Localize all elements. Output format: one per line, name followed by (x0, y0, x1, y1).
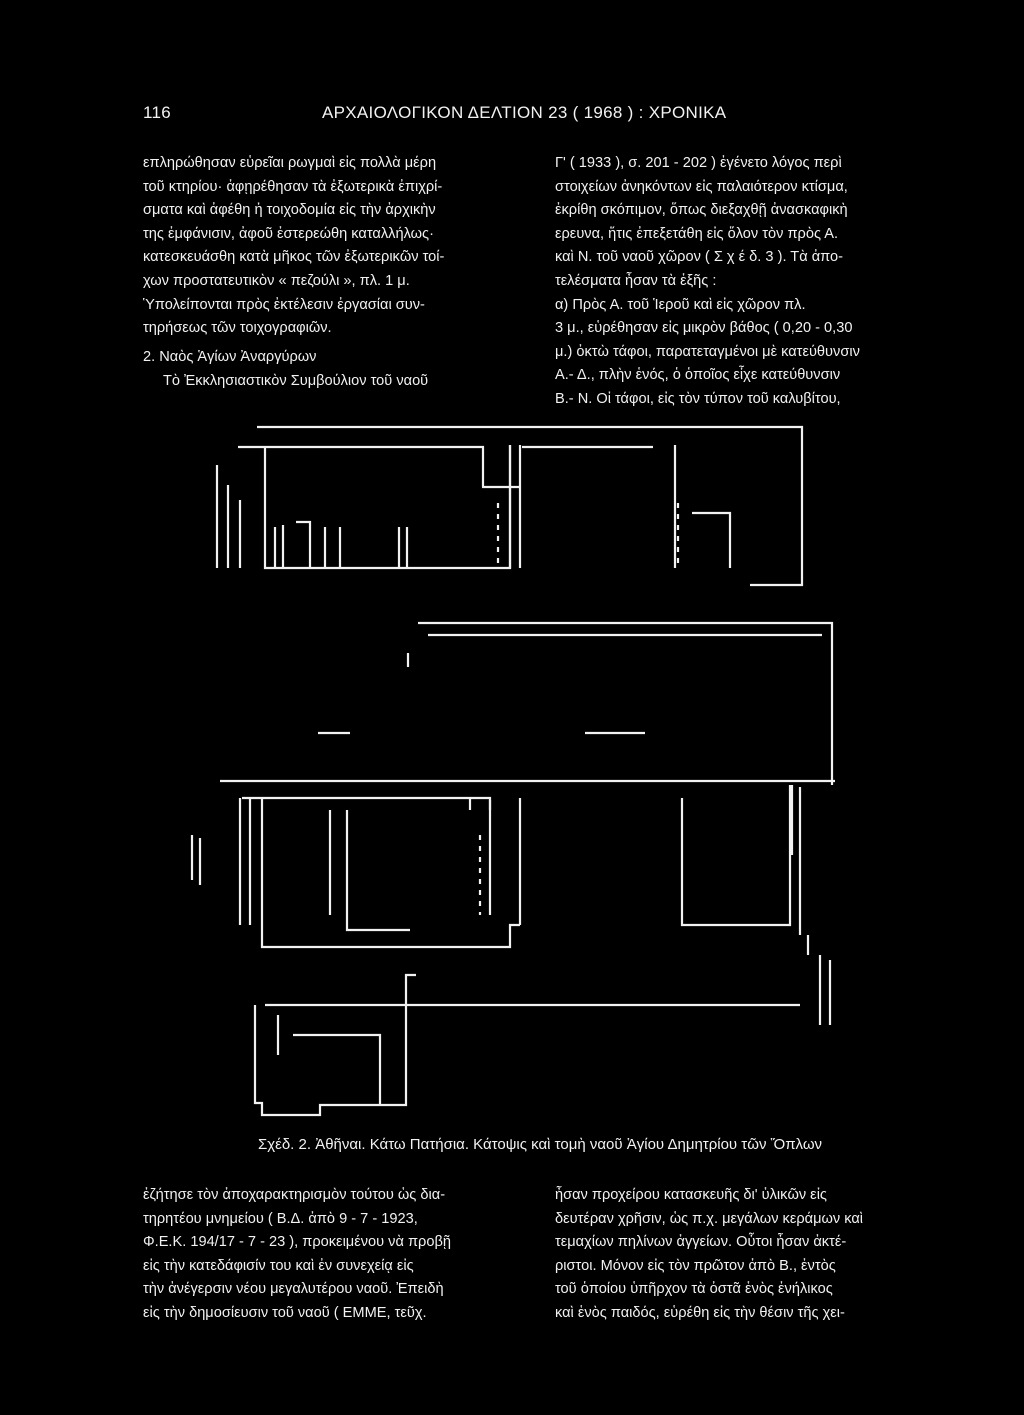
plan-pier (192, 835, 200, 885)
plan-and-section-svg (180, 415, 860, 1125)
text-line: Α.- Δ., πλὴν ἑνός, ὁ ὁποῖος εἶχε κατεύθυνσιν (555, 367, 841, 384)
section-roofline (238, 447, 653, 487)
text-line: εἰς τὴν κατεδάφισίν του καὶ ἐν συνεχείᾳ εἰς (143, 1257, 414, 1274)
section-wall (265, 445, 510, 568)
text-line: τοῦ κτηρίου· ἀφῃρέθησαν τὰ ἐξωτερικὰ ἐπιχρί- (143, 178, 443, 195)
right-column-bottom (555, 1184, 863, 1326)
text-line: Γ' ( 1933 ), σ. 201 - 202 ) ἐγένετο λόγος περὶ (555, 155, 842, 171)
plan-internal-wall (330, 810, 410, 930)
text-line: σματα καὶ ἀφέθη ἡ τοιχοδομία εἰς τὴν ἀρχικὴν (143, 202, 436, 219)
text-line: ἐκρίθη σκόπιμον, ὅπως διεξαχθῇ ἀνασκαφικὴ (555, 202, 848, 219)
floor-plan (192, 623, 835, 1115)
text-line: ριστοι. Μόνον εἰς τὸν πρῶτον ἀπὸ Β., ἐντὸς (555, 1257, 836, 1274)
text-line: 3 μ., εὑρέθησαν εἰς μικρὸν βάθος ( 0,20 - 0,30 (555, 320, 853, 337)
plan-outer-wall-north (418, 623, 832, 785)
text-line: καὶ Ν. τοῦ ναοῦ χῶρον ( Σ χ έ δ. 3 ). Τὰ ἀπο- (555, 249, 843, 266)
text-line: κατεσκευάσθη κατὰ μῆκος τῶν ἐξωτερικῶν τοί- (143, 249, 445, 266)
running-head: ΑΡΧΑΙΟΛΟΓΙΚΟΝ ΔΕΛΤΙΟΝ 23 ( 1968 ) : ΧΡΟΝΙΚΑ (322, 103, 727, 122)
text-line: τεμαχίων πηλίνων ἀγγείων. Οὗτοι ἦσαν ἀκτέ- (555, 1234, 847, 1251)
section-detail (399, 487, 520, 568)
text-line: ερευνα, ἥτις ἐπεξετάθη εἰς ὅλον τὸν πρὸς Α. (555, 225, 839, 242)
text-line: Β.- Ν. Οἱ τάφοι, εἰς τὸν τύπον τοῦ καλυβίτου, (555, 390, 841, 407)
text-line: χων προστατευτικὸν « πεζούλι », πλ. 1 μ. (143, 272, 410, 289)
plan-bema (808, 935, 830, 1025)
text-line: εἰς τὴν δημοσίευσιν τοῦ ναοῦ ( ΕΜΜΕ, τεῦχ. (143, 1304, 427, 1321)
text-line: τοῦ ὁποίου ὑπῆρχον τὰ ὀστᾶ ἑνὸς ἐνήλικος (555, 1281, 833, 1298)
text-line: τηρητέου μνημείου ( Β.Δ. ἀπὸ 9 - 7 - 1923, (143, 1210, 418, 1227)
page-number: 116 (143, 103, 172, 122)
section-apse (692, 513, 730, 568)
text-line: τελέσματα ἦσαν τὰ ἑξῆς : (555, 272, 717, 289)
right-column-top (555, 152, 925, 412)
text-line: δευτέραν χρῆσιν, ὡς π.χ. μεγάλων κεράμων καὶ (555, 1210, 864, 1227)
plan-apse (792, 785, 800, 935)
figure-caption: Σχέδ. 2. Ἀθῆναι. Κάτω Πατήσια. Κάτοψις καὶ τομὴ ναοῦ Ἁγίου Δημητρίου τῶν Ὅπλων (258, 1136, 823, 1153)
section-heading: 2. Ναὸς Ἁγίων Ἀναργύρων (143, 349, 317, 365)
running-header (0, 103, 1024, 131)
plan-south-room (293, 1035, 380, 1105)
text-line: Φ.Ε.Κ. 194/17 - 7 - 23 ), προκειμένου νὰ προβῇ (143, 1234, 451, 1251)
plan-wall (240, 798, 250, 925)
text-line: τηρήσεως τῶν τοιχογραφιῶν. (143, 320, 332, 337)
architectural-plan-drawing (180, 415, 860, 1125)
section-elevation (217, 427, 802, 585)
text-line: ἐζήτησε τὸν ἀποχαρακτηρισμὸν τούτου ὡς δια- (143, 1187, 446, 1203)
text-line: α) Πρὸς Α. τοῦ Ἱεροῦ καὶ εἰς χῶρον πλ. (555, 296, 806, 313)
text-line: τὴν ἀνέγερσιν νέου μεγαλυτέρου ναοῦ. Ἐπειδὴ (143, 1281, 444, 1298)
text-line: της ἐμφάνισιν, ἀφοῦ ἐστερεώθη καταλλήλως· (143, 225, 434, 242)
plan-nave-wall (262, 798, 520, 947)
text-line: επληρώθησαν εὑρεῖαι ρωγμαὶ εἰς πολλὰ μέρη (143, 155, 437, 171)
section-pier (510, 445, 675, 568)
text-line: μ.) ὀκτὼ τάφοι, παρατεταγμένοι μὲ κατεύθυνσιν (555, 343, 860, 360)
section-buttress (217, 465, 240, 568)
text-line: Ὑπολείπονται πρὸς ἐκτέλεσιν ἐργασίαι συν- (143, 296, 425, 313)
section-openings (275, 522, 340, 568)
text-line: καὶ ἑνὸς παιδός, εὑρέθη εἰς τὴν θέσιν τῆς χει- (555, 1304, 845, 1321)
section-first-line: Τὸ Ἐκκλησιαστικὸν Συμβούλιον τοῦ ναοῦ (163, 373, 429, 389)
plan-south-annex (255, 975, 416, 1115)
text-line: ἦσαν προχείρου κατασκευῆς δι' ὑλικῶν εἰς (555, 1187, 827, 1203)
plan-narthex-wall (242, 798, 490, 810)
left-column-top (143, 152, 503, 341)
left-column-bottom (143, 1184, 451, 1326)
plan-apse-wall (682, 785, 790, 925)
section-outline (257, 427, 802, 585)
text-line: στοιχείων ἀνηκόντων εἰς παλαιότερον κτίσμα, (555, 178, 848, 195)
